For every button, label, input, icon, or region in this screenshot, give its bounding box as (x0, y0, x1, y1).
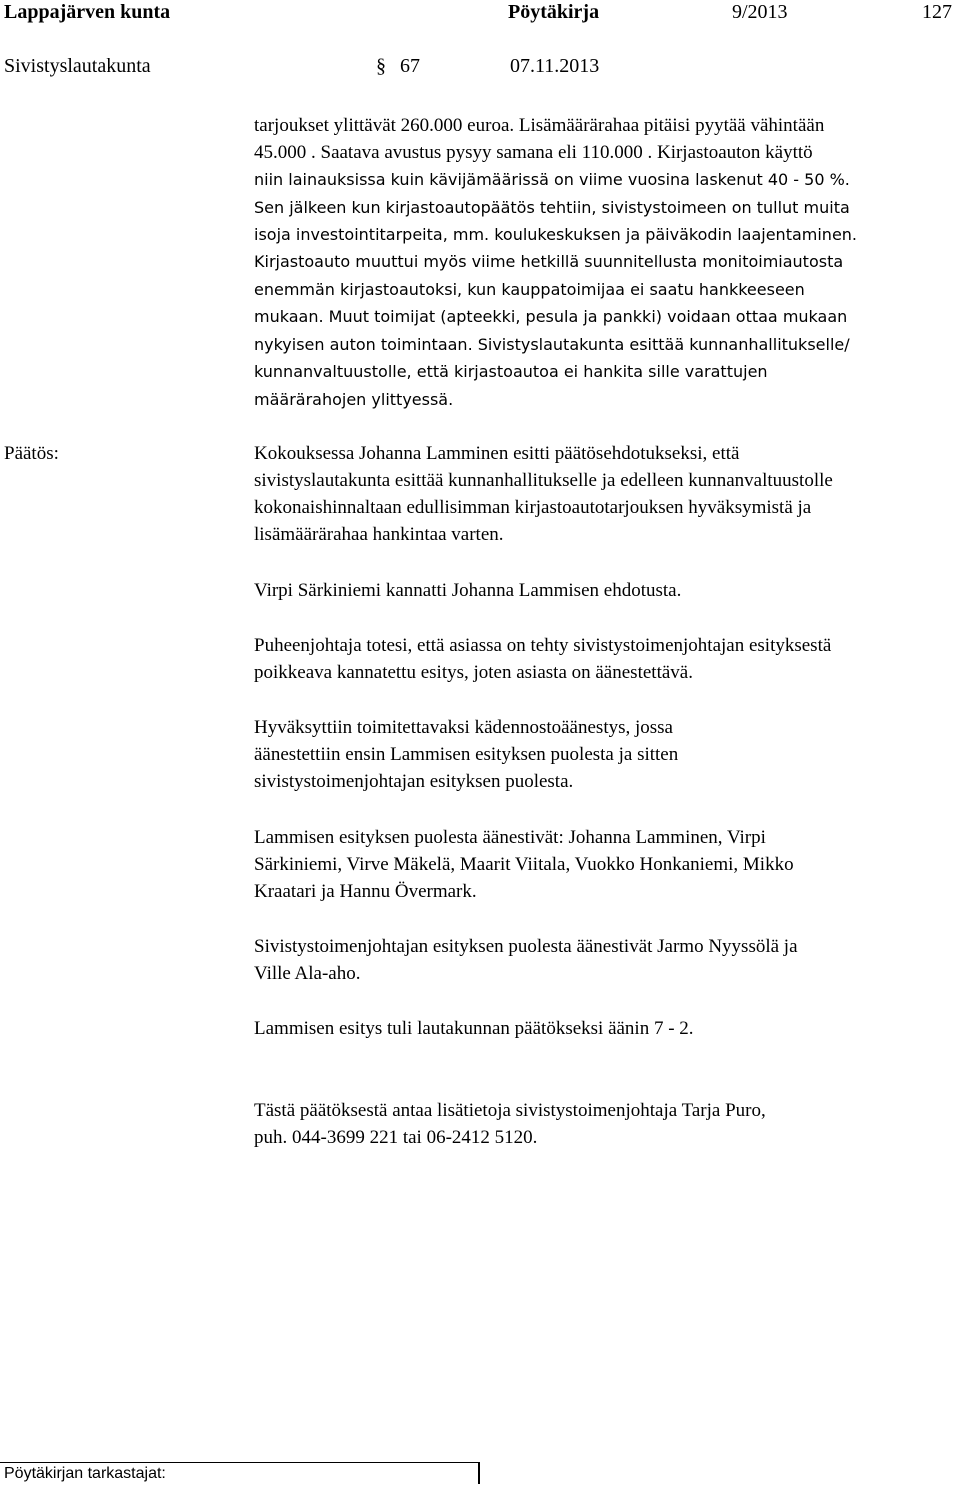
decision-line: sivistystoimenjohtajan esityksen puolesta. (254, 771, 574, 792)
decision-line: äänestettiin ensin Lammisen esityksen puolesta ja sitten (254, 744, 679, 765)
footer-divider-tick (478, 1462, 480, 1484)
decision-line: Tästä päätöksestä antaa lisätietoja sivistystoimenjohtaja Tarja Puro, (254, 1100, 766, 1121)
decision-line: Sivistystoimenjohtajan esityksen puolesta äänestivät Jarmo Nyyssölä ja (254, 936, 798, 957)
committee-name: Sivistyslautakunta (4, 55, 151, 77)
decision-line: sivistyslautakunta esittää kunnanhallitukselle ja edelleen kunnanvaltuustolle (254, 470, 833, 491)
intro-line: 45.000 . Saatava avustus pysyy samana eli 110.000 . Kirjastoauton käyttö (254, 142, 813, 163)
intro-line: isoja investointitarpeita, mm. koulukeskuksen ja päiväkodin laajentaminen. (254, 225, 858, 244)
municipality-name: Lappajärven kunta (4, 1, 171, 23)
intro-line: enemmän kirjastoautoksi, kun kauppatoimijaa ei saatu hankkeeseen (254, 280, 805, 299)
decision-line: Kokouksessa Johanna Lamminen esitti päätösehdotukseksi, että (254, 443, 740, 464)
issue-number: 9/2013 (732, 1, 788, 23)
decision-line: poikkeava kannatettu esitys, joten asiasta on äänestettävä. (254, 662, 693, 683)
decision-line: puh. 044-3699 221 tai 06-2412 5120. (254, 1127, 538, 1148)
decision-line: Hyväksyttiin toimitettavaksi kädennostoäänestys, jossa (254, 717, 673, 738)
decision-line: Virpi Särkiniemi kannatti Johanna Lammisen ehdotusta. (254, 580, 682, 601)
decision-line: Särkiniemi, Virve Mäkelä, Maarit Viitala, Vuokko Honkaniemi, Mikko (254, 854, 794, 875)
decision-line: Lammisen esitys tuli lautakunnan päätökseksi äänin 7 - 2. (254, 1018, 694, 1039)
section-number: 67 (400, 55, 420, 77)
intro-line: kunnanvaltuustolle, että kirjastoautoa ei hankita sille varattujen (254, 362, 768, 381)
intro-line: Kirjastoauto muuttui myös viime hetkillä suunnitellusta monitoimiautosta (254, 252, 844, 271)
document-type: Pöytäkirja (508, 1, 600, 23)
intro-line: niin lainauksissa kuin kävijämäärissä on viime vuosina laskenut 40 - 50 %. (254, 170, 850, 189)
decision-line: Kraatari ja Hannu Övermark. (254, 881, 477, 902)
decision-label: Päätös: (4, 443, 59, 464)
footer-divider (0, 1462, 479, 1463)
page-number: 127 (922, 1, 952, 23)
decision-line: kokonaishinnaltaan edullisimman kirjastoautotarjouksen hyväksymistä ja (254, 497, 812, 518)
footer-reviewers-label: Pöytäkirjan tarkastajat: (4, 1465, 166, 1482)
decision-line: lisämäärärahaa hankintaa varten. (254, 524, 504, 545)
decision-line: Puheenjohtaja totesi, että asiassa on tehty sivistystoimenjohtajan esityksestä (254, 635, 832, 656)
section-symbol: § (376, 55, 386, 77)
decision-line: Lammisen esityksen puolesta äänestivät: Johanna Lamminen, Virpi (254, 827, 766, 848)
intro-line: Sen jälkeen kun kirjastoautopäätös tehtiin, sivistystoimeen on tullut muita (254, 198, 850, 217)
intro-line: nykyisen auton toimintaan. Sivistyslautakunta esittää kunnanhallitukselle/ (254, 335, 850, 354)
meeting-date: 07.11.2013 (510, 55, 600, 77)
intro-line: tarjoukset ylittävät 260.000 euroa. Lisämäärärahaa pitäisi pyytää vähintään (254, 115, 825, 136)
intro-line: määrärahojen ylittyessä. (254, 390, 454, 409)
intro-line: mukaan. Muut toimijat (apteekki, pesula ja pankki) voidaan ottaa mukaan (254, 307, 848, 326)
decision-line: Ville Ala-aho. (254, 963, 361, 984)
